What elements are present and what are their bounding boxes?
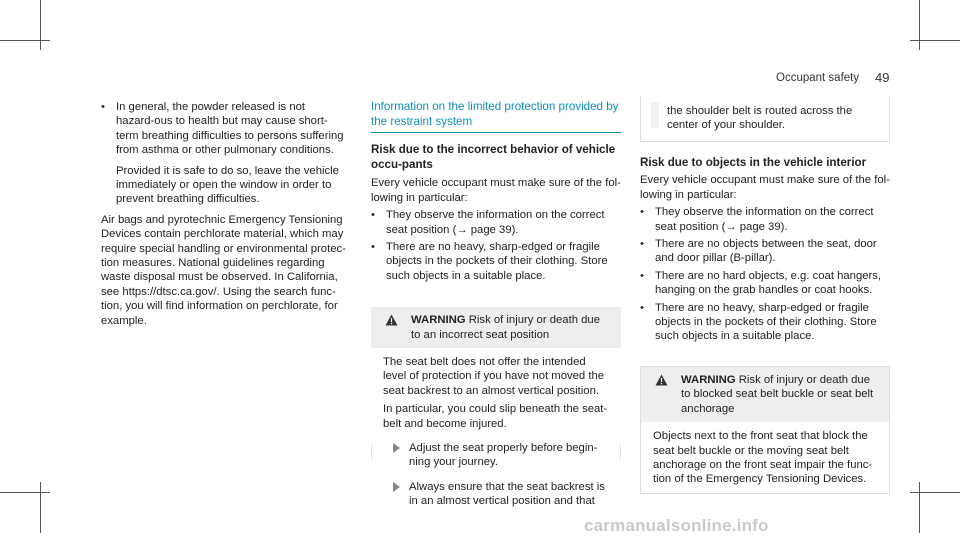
intro-text: Every vehicle occupant must make sure of the fol-lowing in particular:: [640, 174, 890, 201]
warning-box: [371, 307, 621, 514]
warning-triangle-icon: [385, 314, 398, 326]
list-item: • They observe the information on the correct seat position (→ page 39).: [371, 208, 621, 237]
bullet-continuation: Provided it is safe to do so, leave the vehicle immediately or open the window in order to prevent breathing difficulties.: [116, 164, 339, 206]
bullet-item: • In general, the powder released is not hazard-ous to health but may cause short-term breathing difficulties to persons suffering from asthma or other pulmonary conditions.: [101, 100, 346, 158]
crop-mark: [919, 482, 920, 533]
step-bar: [651, 102, 659, 128]
warning-body: [641, 422, 889, 493]
crop-mark: [0, 40, 50, 41]
warning-title: Risk of injury or death due to an incorrect seat position: [411, 314, 600, 341]
sub-heading: Risk due to objects in the vehicle interior: [640, 155, 867, 169]
list-item: • There are no hard objects, e.g. coat hangers, hanging on the grab handles or coat hooks.: [640, 269, 890, 298]
warning-text: The seat belt does not offer the intended level of protection if you have not moved the seat backrest to an almost vertical position.: [383, 356, 605, 397]
step-text: the shoulder belt is routed across the center of your shoulder.: [667, 105, 853, 132]
section-title: Occupant safety: [776, 72, 860, 84]
warning-label: WARNING: [681, 373, 736, 386]
warning-header: [641, 367, 889, 422]
crop-mark: [910, 40, 960, 41]
step-item: [383, 441, 611, 470]
warning-label: WARNING: [411, 314, 466, 327]
list-item: • There are no heavy, sharp-edged or fragile objects in the pockets of their clothing. Store such objects in a suitable place.: [371, 240, 621, 283]
heading-rule: [371, 132, 621, 133]
column-2: [371, 100, 621, 515]
continued-step-box: [640, 96, 890, 142]
crop-mark: [919, 0, 920, 50]
intro-text: Every vehicle occupant must make sure of the fol-lowing in particular:: [371, 177, 621, 204]
crop-mark: [910, 492, 960, 493]
column-1: [101, 100, 346, 328]
list-item: • They observe the information on the correct seat position (→ page 39).: [640, 205, 890, 234]
box-border: [620, 445, 621, 459]
watermark: carmanualsonline.info: [584, 516, 769, 535]
list-item: • There are no objects between the seat, door and door pillar (B-pillar).: [640, 237, 890, 266]
list-item: • There are no heavy, sharp-edged or fragile objects in the pockets of their clothing. Store such objects in a suitable place.: [640, 301, 890, 344]
step-text: Adjust the seat properly before begin-ning your journey.: [409, 442, 598, 469]
step-arrow-icon: [393, 443, 400, 453]
crop-mark: [0, 492, 50, 493]
sub-heading: Risk due to the incorrect behavior of vehicle occu-pants: [371, 143, 616, 171]
warning-triangle-icon: [655, 374, 668, 386]
warning-body: [371, 348, 621, 515]
crop-mark: [40, 0, 41, 50]
step-arrow-icon: [393, 482, 400, 492]
warning-header: [371, 307, 621, 348]
warning-text: In particular, you could slip beneath the seat-belt and become injured.: [383, 403, 608, 430]
crop-mark: [40, 482, 41, 533]
page-number: 49: [875, 70, 890, 85]
warning-title: Risk of injury or death due to blocked seat belt buckle or seat belt anchorage: [681, 373, 874, 415]
step-item: [383, 480, 611, 509]
paragraph: Air bags and pyrotechnic Emergency Tensioning Devices contain perchlorate material, which may require special handling or environmental protec-tion measures. National guidelines regarding waste disposal must be observed. In California, see https://dtsc.ca.gov/. Using the search func-tion, you will find information on perchlorate, for example.: [101, 213, 346, 327]
step-text: Always ensure that the seat backrest is in an almost vertical position and that: [409, 480, 605, 508]
box-border: [371, 445, 372, 459]
column-3: [640, 100, 890, 494]
section-heading: Information on the limited protection provided by the restraint system: [371, 100, 619, 128]
warning-box: [640, 366, 890, 494]
warning-text: Objects next to the front seat that block the seat belt buckle or the moving seat belt anchorage on the front seat impair the func-tion of the Emergency Tensioning Devices.: [653, 430, 873, 486]
